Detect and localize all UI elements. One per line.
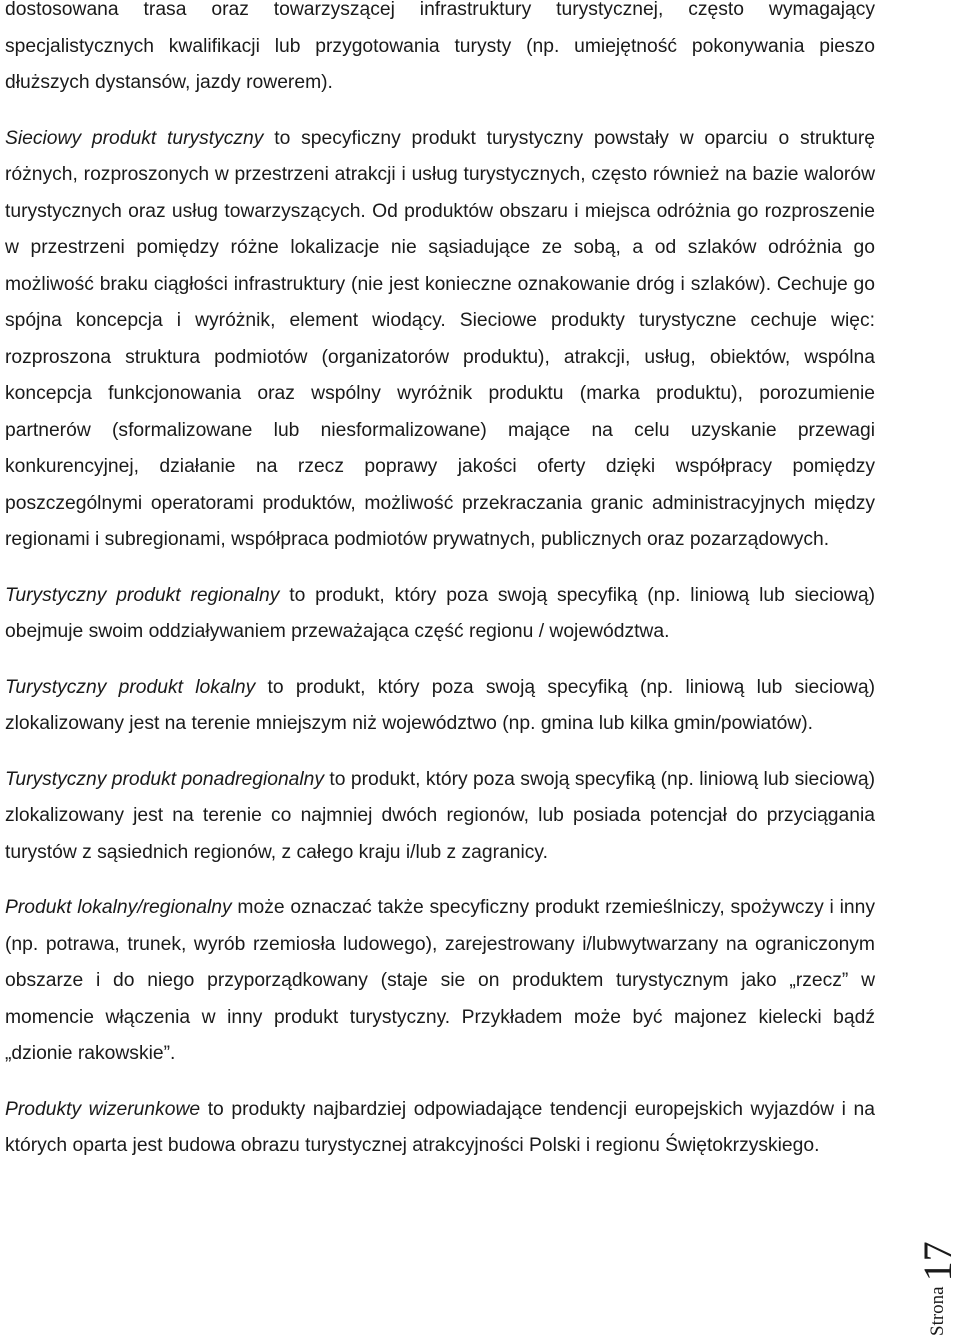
term-lokalny: Turystyczny produkt lokalny — [5, 676, 256, 698]
paragraph-text: dostosowana trasa oraz towarzyszącej infrastruktury turystycznej, często wymagający specjalistycznych kwalifikacji lub przygotowania turysty (np. umiejętność pokonywania pieszo dłuższych dystansów, jazdy rowerem). — [5, 0, 875, 93]
paragraph-sieciowy — [5, 121, 875, 559]
page-number-label — [915, 1226, 960, 1336]
paragraph-lokalny-regionalny — [5, 890, 875, 1073]
definition-regionalny: to produkt, który poza swoją specyfiką (np. liniową lub sieciową) obejmuje swoim oddziaływaniem przeważająca część regionu / województwa. — [5, 584, 875, 642]
term-wizerunkowe: Produkty wizerunkowe — [5, 1098, 201, 1120]
definition-sieciowy: to specyficzny produkt turystyczny powstały w oparciu o strukturę różnych, rozproszonych w przestrzeni atrakcji i usług turystycznych, często również na bazie walorów turystycznych oraz usług towarzyszących. Od produktów obszaru i miejsca odróżnia go rozproszenie w przestrzeni pomiędzy różne lokalizacje nie sąsiadujące ze sobą, a od szlaków odróżnia go możliwość braku ciągłości infrastruktury (nie jest konieczne oznakowanie dróg i szlaków). Cechuje go spójna koncepcja i wyróżnik, element wiodący. Sieciowe produkty turystyczne cechuje więc: rozproszona struktura podmiotów (organizatorów produktu), atrakcji, usług, obiektów, wspólna koncepcja funkcjonowania oraz wspólny wyróżnik produktu (marka produktu), porozumienie partnerów (sformalizowane lub niesformalizowane) mające na celu uzyskanie przewagi konkurencyjnej, działanie na rzecz poprawy jakości oferty dzięki współpracy pomiędzy poszczególnymi operatorami produktów, możliwość przekraczania granic administracyjnych między regionami i subregionami, współpraca podmiotów prywatnych, publicznych oraz pozarządowych. — [5, 127, 876, 550]
definition-lokalny-regionalny: może oznaczać także specyficzny produkt rzemieślniczy, spożywczy i inny (np. potrawa, trunek, wyrób rzemiosła ludowego), zarejestrowany i/lubwytwarzany na ograniczonym obszarze i do niego przyporządkowany (staje sie on produktem turystycznym jako „rzecz” w momencie włączenia w inny produkt turystyczny. Przykładem może być majonez kielecki bądź „dzionie rakowskie”. — [5, 897, 875, 1064]
term-ponadregionalny: Turystyczny produkt ponadregionalny — [5, 768, 325, 790]
term-lokalny-regionalny: Produkt lokalny/regionalny — [5, 897, 232, 918]
paragraph-intro — [5, 0, 875, 102]
page-number — [915, 1226, 960, 1336]
definition-wizerunkowe: to produkty najbardziej odpowiadające tendencji europejskich wyjazdów i na których oparta jest budowa obrazu turystycznej atrakcyjności Polski i regionu Świętokrzyskiego. — [5, 1098, 875, 1156]
paragraph-regionalny — [5, 578, 875, 651]
document-body — [5, 0, 875, 1184]
paragraph-wizerunkowe — [5, 1092, 875, 1165]
paragraph-lokalny — [5, 670, 875, 743]
paragraph-ponadregionalny — [5, 762, 875, 872]
term-sieciowy: Sieciowy produkt turystyczny — [5, 127, 264, 149]
page-number-value: 17 — [915, 1241, 960, 1282]
definition-ponadregionalny: to produkt, który poza swoją specyfiką (np. liniową lub sieciową) zlokalizowany jest na terenie co najmniej dwóch regionów, lub posiada potencjał do przyciągania turystów z sąsiednich regionów, z całego kraju i/lub z zagranicy. — [5, 768, 875, 863]
term-regionalny: Turystyczny produkt regionalny — [5, 584, 280, 606]
page-word: Strona — [927, 1286, 948, 1336]
definition-lokalny: to produkt, który poza swoją specyfiką (np. liniową lub sieciową) zlokalizowany jest na terenie mniejszym niż województwo (np. gmina lub kilka gmin/powiatów). — [5, 676, 875, 734]
